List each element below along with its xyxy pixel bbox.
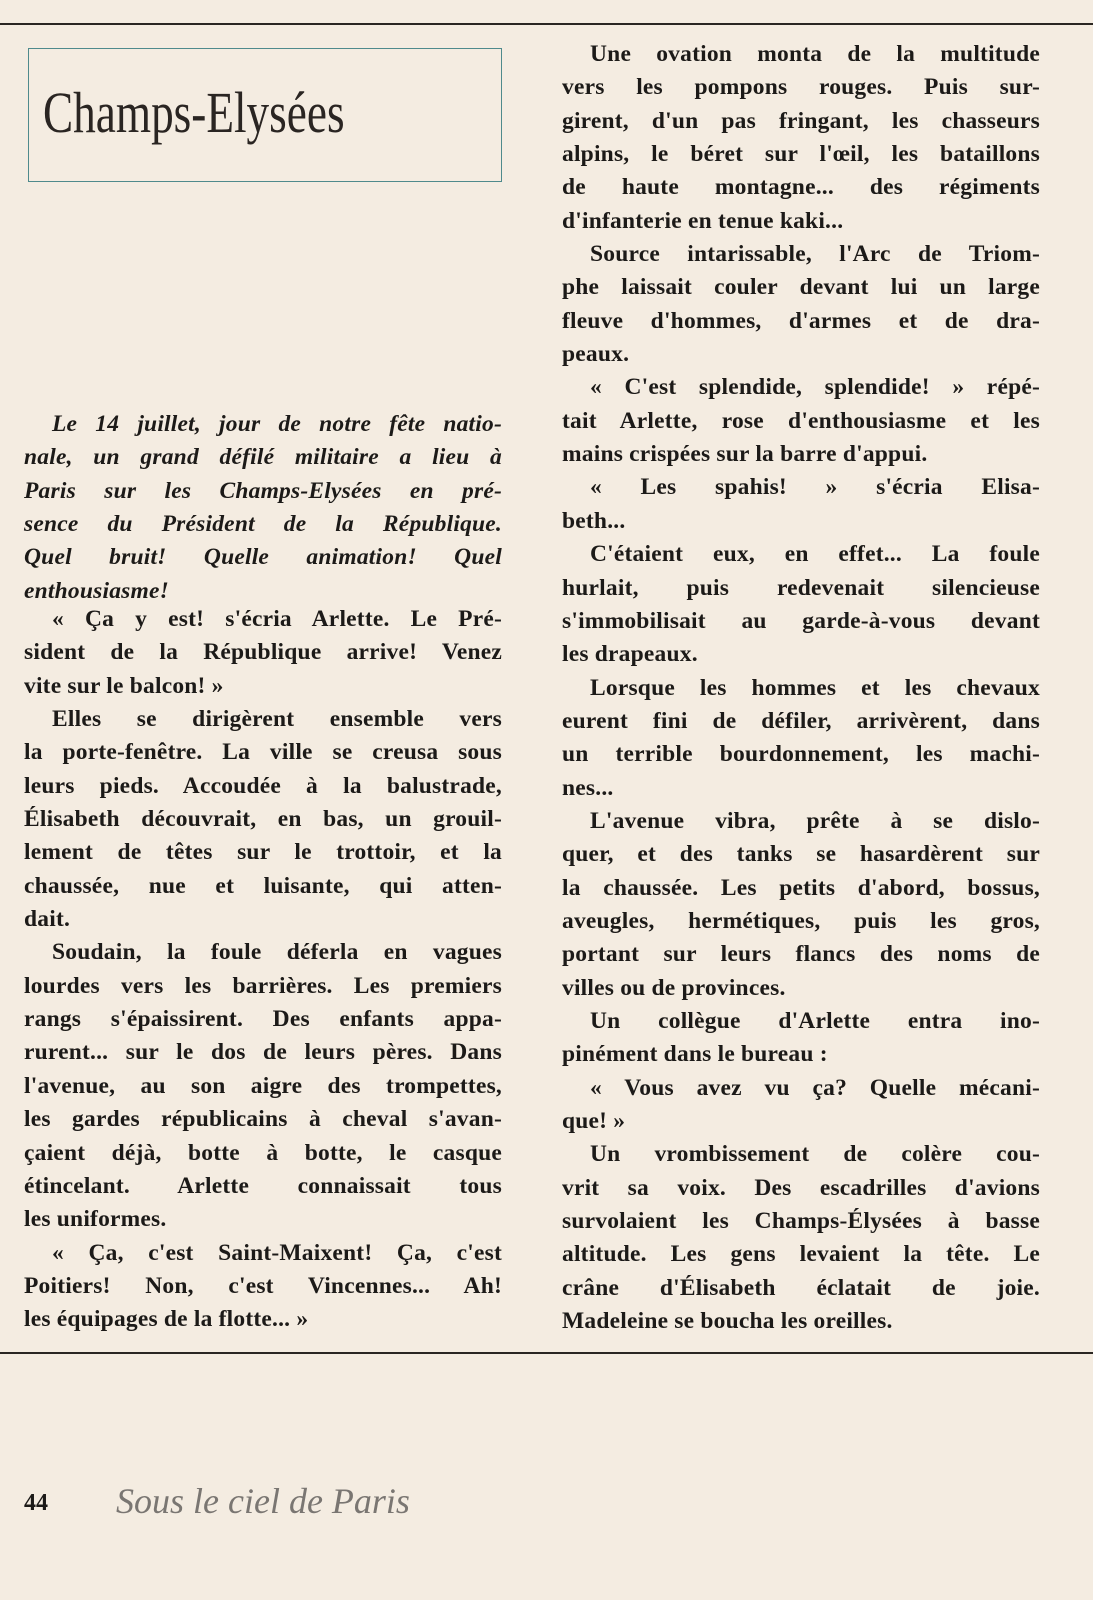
text-line: fleuve d'hommes, d'armes et de dra- xyxy=(562,307,1040,334)
text-line: Un collègue d'Arlette entra ino- xyxy=(590,1007,1040,1034)
text-line: vrit sa voix. Des escadrilles d'avions xyxy=(562,1174,1040,1201)
text-line: eurent fini de défiler, arrivèrent, dans xyxy=(562,707,1040,734)
text-line: « C'est splendide, splendide! » répé- xyxy=(590,374,1040,401)
running-title: Sous le ciel de Paris xyxy=(116,1481,410,1521)
paragraph xyxy=(562,1138,1040,1338)
text-line: Une ovation monta de la multitude xyxy=(590,41,1040,67)
text-line: rurent... sur le dos de leurs pères. Dans xyxy=(24,1039,502,1066)
text-line: beth... xyxy=(562,507,626,534)
chapter-title: Champs-Elysées xyxy=(43,80,345,145)
intro-paragraph xyxy=(24,408,502,608)
text-line: Le 14 juillet, jour de notre fête natio- xyxy=(52,411,502,437)
text-line: vite sur le balcon! » xyxy=(24,672,224,699)
text-line: pinément dans le bureau : xyxy=(562,1041,828,1068)
text-line: Soudain, la foule déferla en vagues xyxy=(52,939,502,966)
top-rule xyxy=(0,23,1093,25)
text-line: les drapeaux. xyxy=(562,641,698,668)
text-line: sence du Président de la République. xyxy=(24,511,502,538)
text-line: dait. xyxy=(24,906,71,933)
text-line: enthousiasme! xyxy=(24,577,169,604)
text-line: peaux. xyxy=(562,341,630,368)
paragraph xyxy=(562,538,1040,671)
text-line: Elles se dirigèrent ensemble vers xyxy=(52,706,502,733)
paragraph xyxy=(562,238,1040,371)
text-line: « Ça y est! s'écria Arlette. Le Pré- xyxy=(52,606,502,632)
text-line: Quel bruit! Quelle animation! Quel xyxy=(24,544,502,571)
text-line: aveugles, hermétiques, puis les gros, xyxy=(562,907,1040,934)
text-line: d'infanterie en tenue kaki... xyxy=(562,207,844,234)
title-box xyxy=(28,48,502,182)
text-line: sident de la République arrive! Venez xyxy=(24,639,502,666)
paragraph xyxy=(562,471,1040,538)
right-column xyxy=(562,38,1040,1338)
text-line: survolaient les Champs-Élysées à basse xyxy=(562,1208,1040,1235)
paragraph xyxy=(24,1237,502,1337)
text-line: Lorsque les hommes et les chevaux xyxy=(590,674,1040,701)
text-line: s'immobilisait au garde-à-vous devant xyxy=(562,607,1040,634)
text-line: rangs s'épaissirent. Des enfants appa- xyxy=(24,1006,502,1033)
text-line: Paris sur les Champs-Elysées en pré- xyxy=(24,477,502,504)
text-line: phe laissait couler devant lui un large xyxy=(562,274,1040,301)
text-line: altitude. Les gens levaient la tête. Le xyxy=(562,1241,1040,1268)
text-line: çaient déjà, botte à botte, le casque xyxy=(24,1139,502,1166)
text-line: tait Arlette, rose d'enthousiasme et les xyxy=(562,407,1040,434)
paragraph xyxy=(562,1005,1040,1072)
text-line: Madeleine se boucha les oreilles. xyxy=(562,1308,893,1335)
text-line: Poitiers! Non, c'est Vincennes... Ah! xyxy=(24,1272,502,1299)
text-line: quer, et des tanks se hasardèrent sur xyxy=(562,841,1040,868)
text-line: les équipages de la flotte... » xyxy=(24,1306,309,1333)
text-line: la chaussée. Les petits d'abord, bossus, xyxy=(562,874,1040,901)
text-line: chaussée, nue et luisante, qui atten- xyxy=(24,872,502,899)
bottom-rule xyxy=(0,1352,1093,1354)
text-line: les gardes républicains à cheval s'avan- xyxy=(24,1106,502,1133)
text-line: un terrible bourdonnement, les machi- xyxy=(562,741,1040,768)
text-line: étincelant. Arlette connaissait tous xyxy=(24,1172,502,1199)
text-line: leurs pieds. Accoudée à la balustrade, xyxy=(24,772,502,799)
paragraph xyxy=(24,936,502,1236)
paragraph xyxy=(562,38,1040,238)
text-line: L'avenue vibra, prête à se dislo- xyxy=(590,807,1040,834)
text-line: girent, d'un pas fringant, les chasseurs xyxy=(562,107,1040,134)
text-line: Un vrombissement de colère cou- xyxy=(590,1141,1040,1168)
text-line: la porte-fenêtre. La ville se creusa sous xyxy=(24,739,502,766)
text-line: de haute montagne... des régiments xyxy=(562,174,1040,201)
text-line: Élisabeth découvrait, en bas, un grouil- xyxy=(24,806,502,833)
text-line: mains crispées sur la barre d'appui. xyxy=(562,441,928,468)
text-line: « Les spahis! » s'écria Elisa- xyxy=(590,474,1040,501)
paragraph xyxy=(562,1072,1040,1139)
text-line: hurlait, puis redevenait silencieuse xyxy=(562,574,1040,601)
text-line: nes... xyxy=(562,774,614,801)
text-line: villes ou de provinces. xyxy=(562,974,786,1001)
text-line: lement de têtes sur le trottoir, et la xyxy=(24,839,502,866)
paragraph xyxy=(24,603,502,703)
text-line: lourdes vers les barrières. Les premiers xyxy=(24,972,502,999)
text-line: portant sur leurs flancs des noms de xyxy=(562,941,1040,968)
paragraph xyxy=(562,805,1040,1005)
paragraph xyxy=(562,672,1040,805)
text-line: alpins, le béret sur l'œil, les bataillons xyxy=(562,141,1040,168)
text-line: Source intarissable, l'Arc de Triom- xyxy=(590,241,1040,268)
page-number: 44 xyxy=(24,1490,48,1516)
paragraph xyxy=(24,703,502,936)
text-line: l'avenue, au son aigre des trompettes, xyxy=(24,1072,502,1099)
text-line: « Ça, c'est Saint-Maixent! Ça, c'est xyxy=(52,1239,502,1266)
paragraph xyxy=(562,371,1040,471)
text-line: nale, un grand défilé militaire a lieu à xyxy=(24,444,502,471)
text-line: C'étaient eux, en effet... La foule xyxy=(590,541,1040,568)
text-line: vers les pompons rouges. Puis sur- xyxy=(562,74,1040,101)
text-line: crâne d'Élisabeth éclatait de joie. xyxy=(562,1274,1040,1301)
text-line: « Vous avez vu ça? Quelle mécani- xyxy=(590,1074,1040,1101)
left-column xyxy=(24,603,502,1337)
text-line: que! » xyxy=(562,1108,626,1134)
text-line: les uniformes. xyxy=(24,1206,167,1233)
